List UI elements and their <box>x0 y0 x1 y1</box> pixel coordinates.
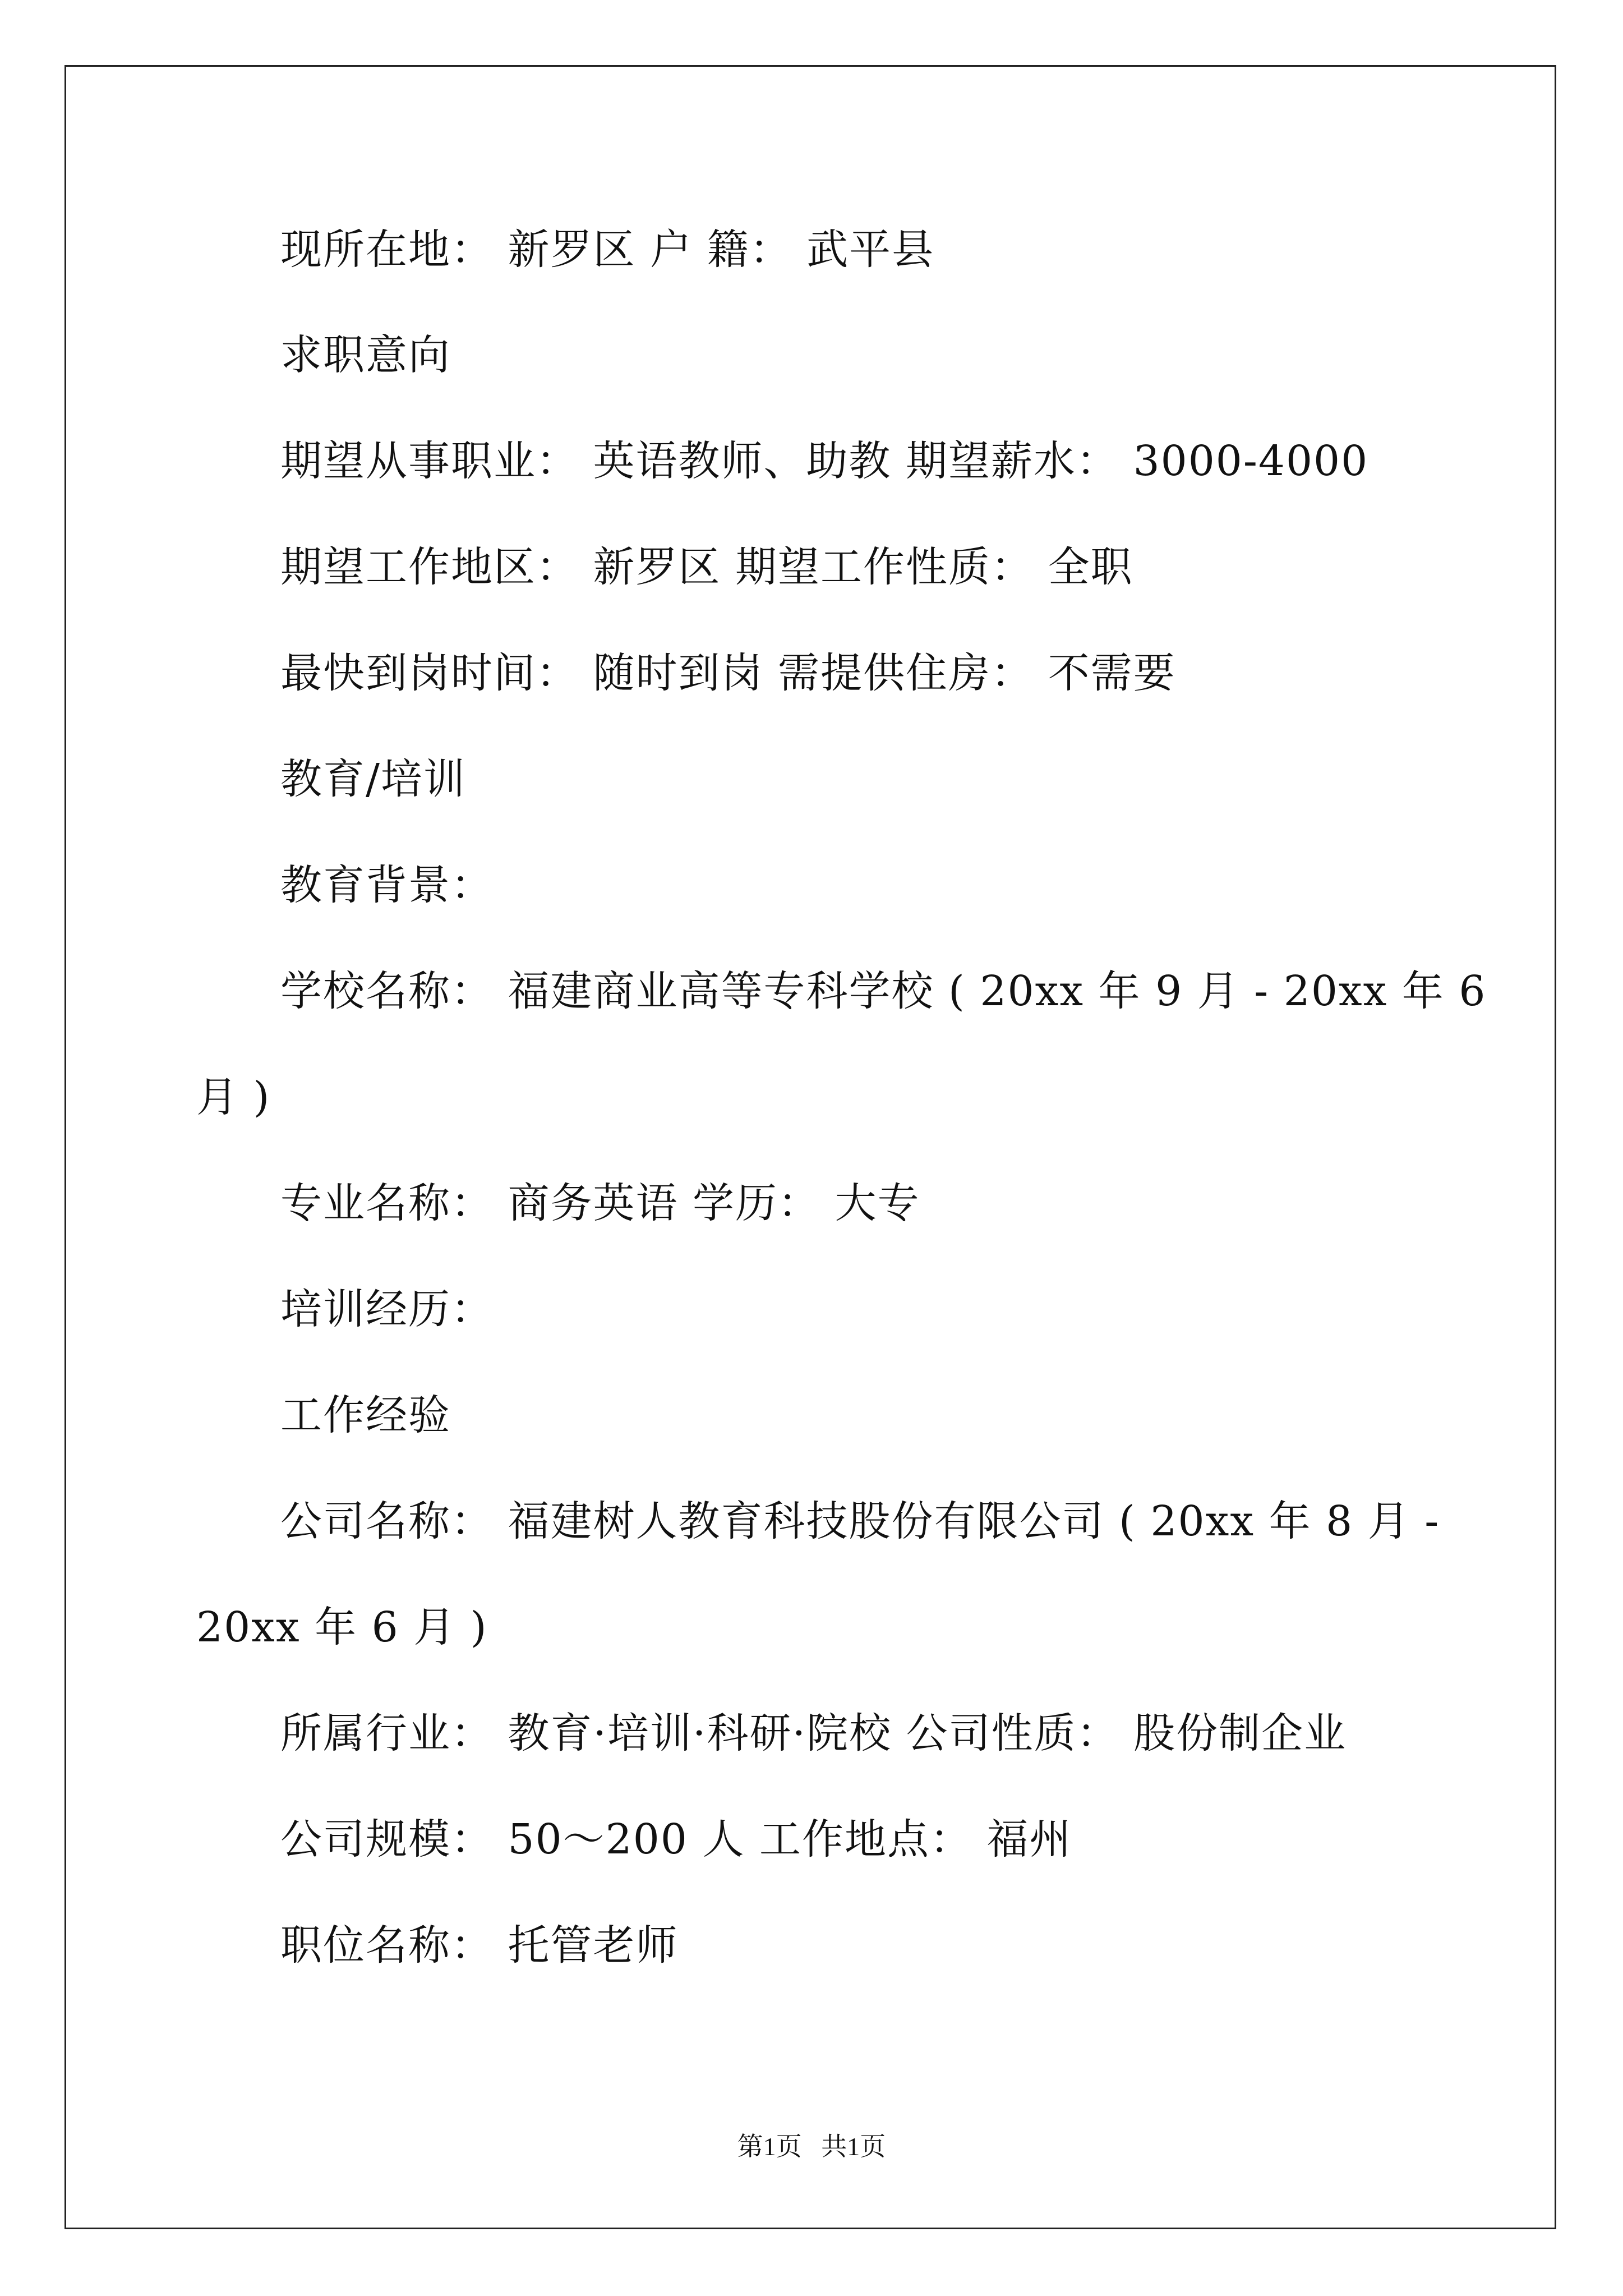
desired-occupation-line: 期望从事职业： 英语教师、助教 期望薪水： 3000-4000 <box>280 437 1369 485</box>
school-name-line: 学校名称： 福建商业高等专科学校 ( 20xx 年 9 月 - 20xx 年 6 <box>280 967 1487 1015</box>
education-background-label: 教育背景： <box>280 861 494 909</box>
start-time-line: 最快到岗时间： 随时到岗 需提供住房： 不需要 <box>280 649 1176 697</box>
current-location-line: 现所在地： 新罗区 户 籍： 武平县 <box>280 226 935 274</box>
section-heading-work-experience: 工作经验 <box>280 1391 451 1439</box>
company-name-line: 公司名称： 福建树人教育科技股份有限公司 ( 20xx 年 8 月 - <box>280 1497 1440 1545</box>
section-heading-job-intention: 求职意向 <box>280 331 451 379</box>
desired-location-line: 期望工作地区： 新罗区 期望工作性质： 全职 <box>280 543 1133 591</box>
company-name-line-continued: 20xx 年 6 月 ) <box>196 1603 488 1651</box>
section-heading-education: 教育/培训 <box>280 755 466 803</box>
industry-line: 所属行业： 教育·培训·科研·院校 公司性质： 股份制企业 <box>280 1709 1347 1757</box>
company-size-line: 公司规模： 50～200 人 工作地点： 福州 <box>280 1815 1072 1864</box>
page-border <box>64 65 1556 2229</box>
training-experience-label: 培训经历： <box>280 1285 494 1333</box>
school-name-line-continued: 月 ) <box>196 1073 271 1121</box>
page-footer: 第1页 共1页 <box>737 2132 886 2161</box>
position-name-line: 职位名称： 托管老师 <box>280 1921 679 1970</box>
major-line: 专业名称： 商务英语 学历： 大专 <box>280 1179 920 1227</box>
